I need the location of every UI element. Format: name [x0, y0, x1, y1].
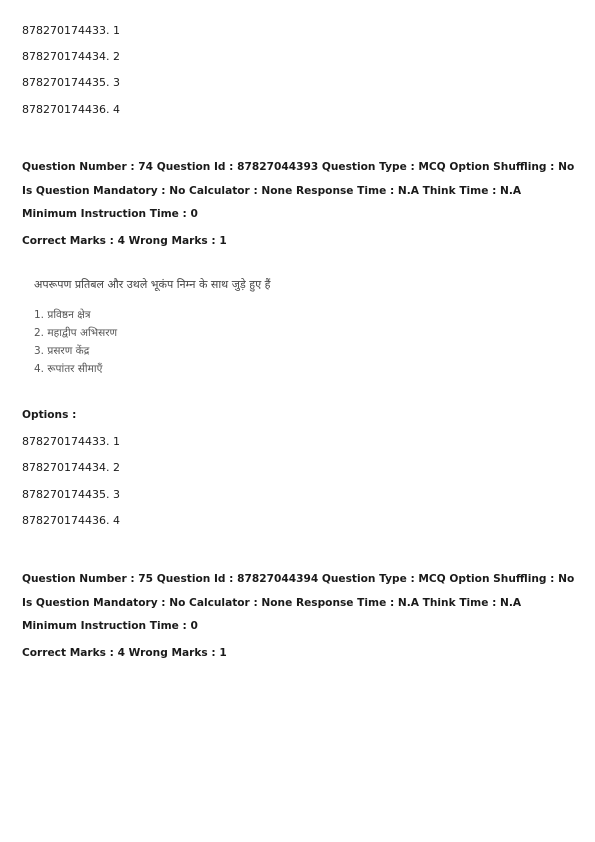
- option-line: 878270174434. 2: [22, 50, 120, 63]
- option-line: 878270174434. 2: [22, 461, 120, 474]
- marks-line: Correct Marks : 4 Wrong Marks : 1: [22, 235, 227, 247]
- option-line: 878270174433. 1: [22, 24, 120, 37]
- question-item: 2. महाद्वीप अभिसरण: [34, 327, 118, 339]
- question-item: 4. रूपांतर सीमाएँ: [34, 363, 103, 375]
- question-item: 1. प्रविष्ठन क्षेत्र: [34, 309, 91, 321]
- question-header-line: Question Number : 75 Question Id : 87827044394 Question Type : MCQ Option Shuffling : No: [22, 573, 575, 585]
- question-header-line: Is Question Mandatory : No Calculator : None Response Time : N.A Think Time : N.A: [22, 597, 522, 609]
- question-header-line: Question Number : 74 Question Id : 87827044393 Question Type : MCQ Option Shuffling : No: [22, 161, 575, 173]
- option-line: 878270174435. 3: [22, 76, 120, 89]
- question-header-line: Minimum Instruction Time : 0: [22, 620, 198, 632]
- question-item: 3. प्रसरण केंद्र: [34, 345, 90, 357]
- question-header-line: Minimum Instruction Time : 0: [22, 208, 198, 220]
- marks-line: Correct Marks : 4 Wrong Marks : 1: [22, 647, 227, 659]
- option-line: 878270174433. 1: [22, 435, 120, 448]
- question-text: अपरूपण प्रतिबल और उथले भूकंप निम्न के साथ जुड़े हुए हैं: [34, 278, 271, 291]
- option-line: 878270174436. 4: [22, 514, 120, 527]
- option-line: 878270174436. 4: [22, 103, 120, 116]
- question-header-line: Is Question Mandatory : No Calculator : None Response Time : N.A Think Time : N.A: [22, 185, 522, 197]
- options-label: Options :: [22, 409, 77, 421]
- option-line: 878270174435. 3: [22, 488, 120, 501]
